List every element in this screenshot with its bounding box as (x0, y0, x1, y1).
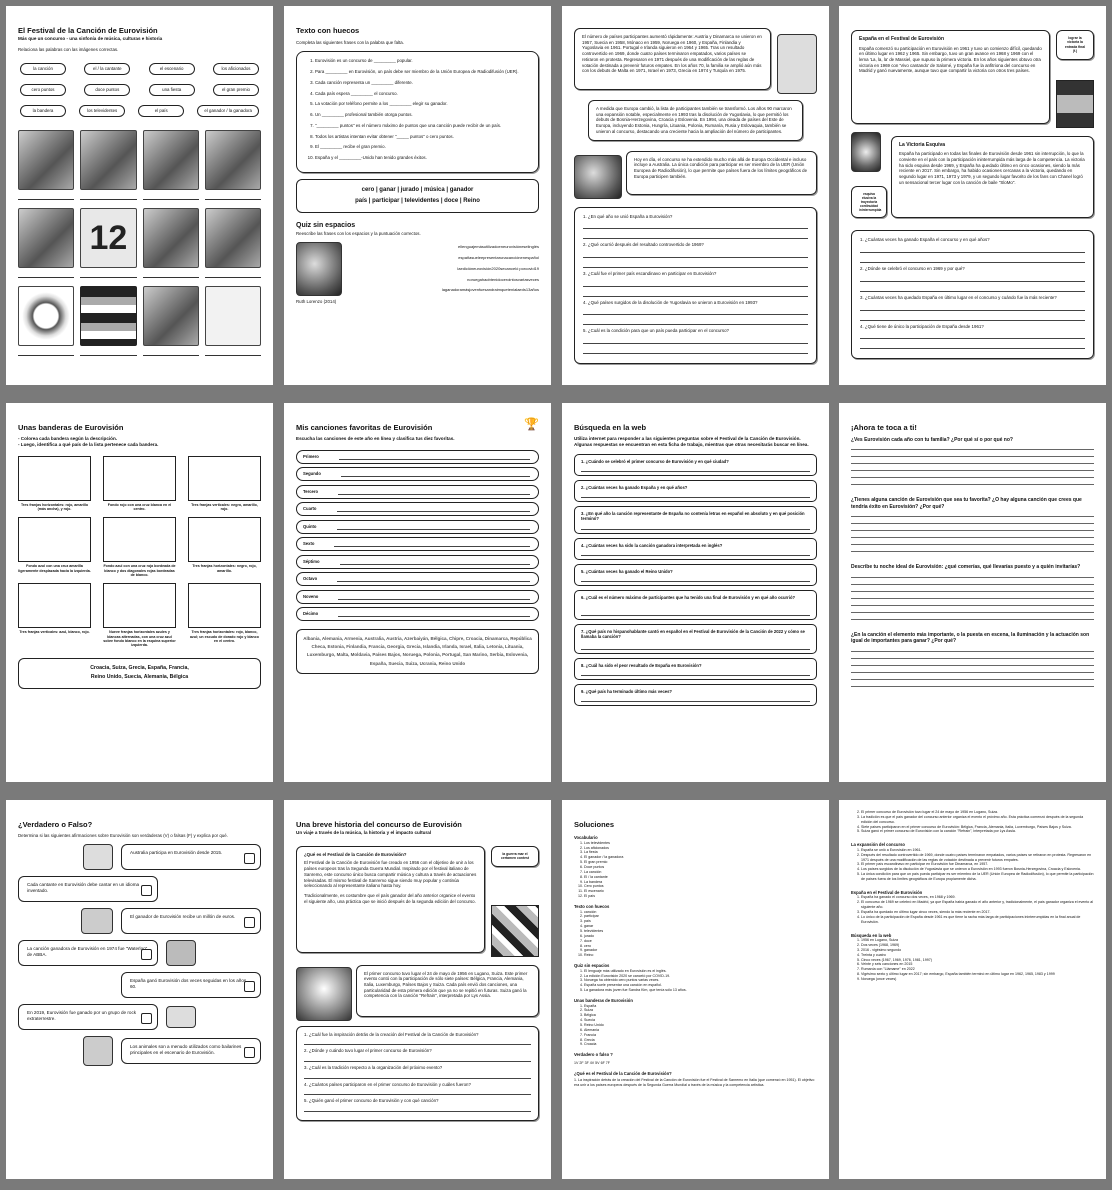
answer-line[interactable] (583, 232, 808, 239)
solution-item: 6. Veinte y seis canciones en 2015 (861, 962, 1094, 967)
sentence-item: 2. Para _________ en Eurovisión, un país debe ser miembro de la Unión Europea de Radiodifusión (UER). (315, 69, 532, 75)
instruction: - Colorea cada bandera según la descripción. (18, 435, 118, 441)
solution-item: 3. España ha quedado en último lugar cinco veces, siendo la más reciente en 2017. (861, 910, 1094, 915)
word-pill: el escenario (149, 63, 195, 75)
question: 3. ¿Cuál fue el primer país escandinavo en participar en Eurovisión? (583, 271, 717, 277)
answer-line[interactable] (583, 280, 808, 287)
solution-item: 8. El / la cantante (584, 875, 817, 880)
questions-box (574, 207, 817, 365)
sentences-box (296, 51, 539, 172)
solution-item: 1V 2F 3F 4V 5V 6F 7F (574, 1060, 610, 1065)
instruction: Reescribe las frases con los espacios y la puntuación correctos. (296, 230, 421, 236)
answer-checkbox[interactable] (244, 917, 255, 928)
word-bank-line: país | participar | televidentes | doce | Reino (355, 198, 480, 205)
answer-area[interactable] (851, 571, 1094, 620)
text-box: Hoy en día, el concurso se ha extendido mucho más allá de Europa Occidental e incluso incluye a Australia. La única condición para participar es ser miembro de la UER (Unión Europea de Radiodifusión), lo que permite que países fuera de los límites geográficos de Europa participen también. (626, 151, 817, 195)
answer-line[interactable] (583, 222, 808, 229)
solution-item: 1. Los televidentes (584, 841, 817, 846)
drums-illustration (166, 1006, 196, 1028)
question-box[interactable]: 7. ¿Qué país no hispanohablante cantó en español en el Festival de Eurovisión de la Canción de 2022 y cómo se llamaba la canción? (574, 624, 817, 654)
page-fill-in-gaps (284, 6, 551, 385)
solution-item: 1. 1956 en Lugano, Suiza (861, 938, 1094, 943)
ship-illustration (166, 940, 196, 966)
flag-coloring-box[interactable] (103, 517, 176, 562)
section-heading: Texto con huecos (574, 903, 610, 909)
answer-line[interactable] (860, 285, 1085, 292)
sentence-item: 4. Cada país espera _________ el concurso. (315, 91, 532, 97)
question: 2. ¿Dónde se celebró el concurso en 1969 y por qué? (860, 266, 965, 272)
page-title: Una breve historia del concurso de Eurovisión (296, 820, 462, 829)
page-expansion (562, 6, 829, 385)
paragraph: El Festival de la Canción de Eurovisión fue creado en 1956 con el objetivo de unir a los países europeos tras la Segunda Guerra Mundial. Inspirado por el festival italiano de Sanremo, este concurso único busca compartir música y cultura a través de actuaciones televisadas. El mismo festival de Sanremo sigue siendo muy popular y continúa seleccionando al representante italiano hasta hoy. (304, 860, 477, 889)
word-pill: cero puntos (20, 84, 66, 96)
solution-item: 1. España ha ganado el concurso dos veces, en 1968 y 1969. (861, 895, 1094, 900)
flag-coloring-box[interactable] (103, 583, 176, 628)
sentence-item: 8. Todos los artistas intentan evitar obtener "_____ puntos" o cero puntos. (315, 134, 532, 140)
word-pill: la canción (20, 63, 66, 75)
answer-line (80, 268, 136, 278)
page-title: Soluciones (574, 820, 615, 829)
answer-line (205, 190, 261, 200)
solution-item: 6. Doce puntos (584, 865, 817, 870)
solution-item: 2. Los aficionados (584, 846, 817, 851)
solution-item: 5. La única condición para que un país pueda participar es ser miembro de la UER (Unión Europea de Radiodifusión), lo que permite la participación de países fuera de los límites geográficos de Europa propiamente dicha. (861, 872, 1094, 882)
text-box: El primer concurso tuvo lugar el 24 de mayo de 1956 en Lugano, Suiza. Este primer evento contó con la participación de sólo siete países: Bélgica, Francia, Alemania, Italia, Luxemburgo, Países Bajos y Suiza. Cada país envió dos canciones, una particularidad de esta primera edición que ya no se repitió en futuras. Suiza ganó la competencia con la canción "Refrain", interpretada por Lys Assia. (356, 965, 539, 1017)
flag-coloring-box[interactable] (103, 456, 176, 501)
question: 5. ¿Quién ganó el primer concurso de Eurovisión y con qué canción? (304, 1098, 439, 1104)
paragraph: España comenzó su participación en Eurovisión en 1961 y tuvo un comienzo difícil, quedando en último lugar en 1962 y 1965. Sin embargo, tuvo un gran avance en 1968 y 1969 con el lema 'La, la, la' de Massiel, que supuso la primera victoria. En los años siguientes obtuvo otra victoria en 1969 con 'Vivo cantando' de Salomé, y España fue la anfitriona del concurso en Madrid y ganó nuevamente, aunque tuvo que compartir la victoria con otros tres países. (859, 45, 1042, 74)
section-heading: Quiz sin espacios (574, 963, 610, 969)
box-title: La Victoria Esquiva (899, 141, 946, 148)
answer-line (18, 346, 74, 356)
answer-line[interactable] (583, 337, 808, 344)
solution-item: 4. Treinta y cuatro (861, 953, 1094, 958)
question: 1. ¿Cuál fue la inspiración detrás de la creación del Festival de la Canción de Eurovisión? (304, 1031, 479, 1037)
questions-box (851, 230, 1094, 359)
solution-item: 5. Cinco veces (1967, 1969, 1976, 1981, 1997) (861, 958, 1094, 963)
instruction: Utiliza internet para responder a las siguientes preguntas sobre el Festival de la Canción de Eurovisión. Algunas respuestas se encuentran en esta ficha de trabajo, mientras que otras necesitarás buscar en línea. (574, 435, 809, 447)
solution-item: 1. La inspiración detrás de la creación del Festival de la Canción de Eurovisión fue el Festival de Sanremo en Italia (que comenzó en 1951). El objetivo era unir a los países europeos después de la Segunda Guerra Mundial a través de la música y la competencia artística. (574, 1078, 815, 1088)
word-pill: los televidentes (79, 105, 125, 117)
country-list-line: Croacia, Suiza, Grecia, España, Francia, (90, 664, 189, 671)
ranking-row[interactable]: Sexto (296, 537, 539, 551)
page-title: Mis canciones favoritas de Eurovisión (296, 423, 433, 432)
answer-checkbox[interactable] (141, 1013, 152, 1024)
box-title: España en el Festival de Eurovisión (859, 36, 945, 42)
word-bank-line: cero | ganar | jurado | música | ganador (361, 186, 474, 193)
paragraph: España ha participado en todas las finales de Eurovisión desde 1961 sin interrupción, lo que la convierte en el país con la participación ininterrumpida más larga de la competencia. La victoria ha sido esquiva desde 1969, y España ha quedado último en cinco ocasiones, siendo la más reciente en 2017. Sin embargo, ha habido ocasiones cercanas a la victoria, quedando en segundo lugar en 1971, 1973 y 1979, y un segundo lugar favorito de los fans con Chanel logró un sensacional tercer lugar con la canción de baile "SloMo". (899, 151, 1085, 185)
solution-item: 5. Suiza ganó el primer concurso de Eurovisión con la canción "Refrain", interpretada por Lys Assia. (861, 829, 1094, 834)
flag-description: Tres franjas verticales: azul, blanco, rojo. (19, 630, 90, 635)
answer-area[interactable] (851, 443, 1094, 485)
solution-item: 10. Reino (584, 953, 817, 958)
solution-item: 8. Grecia (584, 1038, 817, 1043)
solution-item: 7. Rumanía con "Llámame" en 2022 (861, 967, 1094, 972)
answer-line[interactable] (860, 314, 1085, 321)
answer-line (18, 190, 74, 200)
solution-item: 6. jurado (584, 934, 817, 939)
section-title: Quiz sin espacios (296, 222, 356, 230)
solution-item: 1. canción (584, 910, 817, 915)
answer-line (143, 190, 199, 200)
money-bag-illustration (81, 908, 113, 934)
solution-item: 3. país (584, 919, 817, 924)
solution-item: 9. Noruega (once veces) (861, 977, 1094, 982)
trophy-illustration (18, 208, 74, 268)
question: 1. ¿Cuántas veces ha ganado España el concurso y en qué años? (860, 237, 990, 243)
answer-line[interactable] (860, 342, 1085, 349)
answer-line[interactable] (860, 275, 1085, 282)
instruction: Escucha las canciones de este año en línea y clasifica tus diez favoritas. (296, 435, 455, 441)
solution-item: 12. El país (584, 894, 817, 899)
animal-dancer-illustration (83, 1036, 113, 1066)
solution-item: 1. España (584, 1004, 817, 1009)
audience-illustration (143, 130, 199, 190)
questions-box (296, 1026, 539, 1122)
answer-line[interactable] (583, 308, 808, 315)
answer-line[interactable] (304, 1088, 531, 1095)
stage-illustration (143, 208, 199, 268)
page-title: Texto con huecos (296, 26, 360, 35)
solution-item: 3. La tradición es que el país ganador del concurso anterior organiza el evento el próximo año. Esta práctica comenzó después de la segunda edición del concurso. (861, 815, 1094, 825)
instruction: Determina si las siguientes afirmaciones sobre Eurovisión son verdaderas (V) o falsas (F) y explica por qué. (18, 832, 228, 838)
solution-item: 2. Después del resultado controvertido de 1969, donde cuatro países terminaron empatados, varios países se retiraron en protesta. Regresaron en 1971 después de una modificación de las reglas de votación destinada a prevenir futuros empates. (861, 853, 1094, 863)
statement-box[interactable]: Cada cantante en Eurovisión debe cantar en un idioma inventado. (18, 876, 158, 902)
solution-item: 1. El lenguaje más utilizado en Eurovisión es el inglés. (584, 969, 817, 974)
solution-item: 4. España suele presentar una canción en español. (584, 983, 817, 988)
country-list-line: Reino Unido, Suecia, Alemania, Bélgica (90, 674, 189, 681)
solution-item: 9. La bandera (584, 880, 817, 885)
question: ¿Tienes alguna canción de Eurovisión que sea tu favorita? ¿O hay alguna canción que crees que tendría éxito en Eurovisión? ¿Por qué? (851, 497, 1082, 510)
answer-checkbox[interactable] (141, 949, 152, 960)
photo-caption: Ruth Lorenzo (2014) (296, 299, 337, 305)
question-box[interactable]: 2. ¿Cuántas veces ha ganado España y en qué años? (574, 480, 817, 502)
vocab-tag: lograr la victoria la entrada final (f.) (1056, 30, 1094, 60)
word-pill: el país (138, 105, 184, 117)
section-heading: Unas banderas de Eurovisión (574, 997, 633, 1003)
word-pill: el / la cantante (84, 63, 130, 75)
solution-item: 4. El ganador / la ganadora (584, 855, 817, 860)
question: 2. ¿Dónde y cuándo tuvo lugar el primer concurso de Eurovisión? (304, 1048, 432, 1054)
solution-item: 7. doce (584, 939, 817, 944)
answer-line[interactable] (304, 1055, 531, 1062)
page-title: ¡Ahora te toca a ti! (851, 423, 917, 432)
sentence-item: 1. Eurovisión es un concurso de _________ popular. (315, 58, 532, 64)
ranking-row[interactable]: Cuarto (296, 502, 539, 516)
dancer-illustration (777, 34, 817, 94)
question: 4. ¿Qué países surgidos de la disolución de Yugoslavia se unieron a Eurovisión en 1993? (583, 299, 758, 305)
solution-item: 8. Vigésimo sexto y último lugar en 2017; sin embargo, España también terminó en último lugar en 1962, 1965, 1983 y 1999 (861, 972, 1094, 977)
solution-item: 2. Dos veces (1968, 1969) (861, 943, 1094, 948)
answer-line (205, 268, 261, 278)
spain-map-illustration (205, 286, 261, 346)
quiz-line: españasueleepresentarunacanciónenespañol (458, 255, 539, 261)
page-title: Búsqueda en la web (574, 423, 647, 432)
sentence-item: 6. Un _________ profesional también otorga puntos. (315, 112, 532, 118)
text-box: A medida que Europa cambió, la lista de participantes también se transformó. Los años 90 marcaron una expansión notable, especialmente en 1993 tras la disolución de Yugoslavia, lo que permitió los debuts de Bosnia-Herzegovina, Croacia y Eslovenia. En 1994, una oleada de países del Este de Europa, incluyendo Estonia, Hungría, Lituania, Polonia, Rumanía, Rusia y Eslovaquia, también se unieron al concurso, destacando una creciente hacia la ampliación del número de participantes. (588, 100, 803, 141)
answer-line[interactable] (304, 1038, 531, 1045)
quiz-line: ellenguajemásutilizadoeneurovisióneselinglés (458, 244, 539, 250)
sentence-item: 9. El _________ recibe el gran premio. (315, 144, 532, 150)
ranking-row[interactable]: Tercero (296, 485, 539, 499)
page-your-turn (839, 403, 1106, 782)
answer-checkbox[interactable] (244, 853, 255, 864)
flag-description: Fondo azul con una cruz roja bordeada de blanco y dos diagonales rojas bordeadas de blanco. (103, 564, 176, 577)
question: 4. ¿Qué tiene de único la participación de España desde 1961? (860, 323, 984, 329)
word-pill: el gran premio (213, 84, 259, 96)
word-pill: los aficionados (213, 63, 259, 75)
ranking-row[interactable]: Segundo (296, 467, 539, 481)
microphone-illustration (851, 132, 881, 172)
solution-item: 3. La fiesta (584, 850, 817, 855)
page-solutions (562, 800, 829, 1179)
flag-description: Tres franjas horizontales: rojo, amarillo (más ancha), y rojo. (20, 502, 89, 511)
solution-item: 5. Reino Unido (584, 1023, 817, 1028)
solution-item: 1. España se unió a Eurovisión en 1961. (861, 848, 1094, 853)
answer-area[interactable] (851, 510, 1094, 552)
solution-item: 2. La edición Eurovisión 2020 se canceló por COVID-19. (584, 974, 817, 979)
quiz-line: laganadoramásjovenfuesandraimquetenialaeds13años (441, 287, 539, 293)
flag-illustration (80, 286, 136, 346)
answer-line (143, 268, 199, 278)
page-web-search (562, 403, 829, 782)
question: 5. ¿Cuál es la condición para que un país pueda participar en el concurso? (583, 328, 729, 334)
flag-coloring-box[interactable] (188, 583, 261, 628)
answer-line (205, 346, 261, 356)
zero-icon (18, 286, 74, 346)
solution-item: 4. ganar (584, 924, 817, 929)
solution-item: 7. Francia (584, 1033, 817, 1038)
statement-box[interactable]: El ganador de Eurovisión recibe un millón de euros. (121, 908, 261, 934)
page-title: El Festival de la Canción de Eurovisión (18, 26, 158, 35)
flag-coloring-box[interactable] (18, 583, 91, 628)
ranking-row[interactable]: Quinto (296, 520, 539, 534)
instruction: - Luego, identifica a qué país de la lista pertenece cada bandera. (18, 441, 159, 447)
answer-area[interactable] (851, 645, 1094, 687)
quiz-line: noruegahaobtenidocerointosvariasveces (467, 276, 539, 282)
word-bank (296, 179, 539, 214)
question-box[interactable]: 1. ¿Cuándo se celebró el primer concurso de Eurovisión y en qué ciudad? (574, 454, 817, 476)
instruction: Relaciona las palabras con las imágenes correctas. (18, 46, 119, 52)
solution-item: 9. ganador (584, 948, 817, 953)
page-spain-eurovision (839, 6, 1106, 385)
section-heading: La expansión del concurso (851, 842, 905, 848)
solution-item: 4. Lo único de la participación de España desde 1961 es que tiene la racha más larga de participaciones ininterrumpidas en la final anual de Eurovisión. (861, 915, 1094, 925)
page-subtitle: Un viaje a través de la música, la historia y el impacto cultural (296, 829, 432, 835)
solution-item: 3. 2016 - vigésimo segundo (861, 948, 1094, 953)
page-solutions-continued (839, 800, 1106, 1179)
page-favourite-songs (284, 403, 551, 782)
flag-description: Tres franjas horizontales: rojo, blanco, azul; un escudo de dorado rojo y blanco en el centro. (190, 630, 259, 643)
section-heading: Verdadero o falso ? (574, 1052, 613, 1058)
quiz-line: laedicióneurovisión2020secanceló porcovid19 (457, 265, 539, 271)
ranking-row[interactable]: Noveno (296, 590, 539, 604)
paragraph: Tradicionalmente, es costumbre que el país ganador del año anterior organice el evento el siguiente año, una práctica que se inició después de la segunda edición del concurso. (304, 893, 476, 904)
solution-item: 5. La ganadora más joven fue Sandra Kim, que tenía sólo 13 años. (584, 988, 817, 993)
solution-item: 2. El concurso de 1969 se celebró en Madrid, ya que España había ganado el año anterior y, tradicionalmente, el país ganador organiza el evento al siguiente año. (861, 900, 1094, 910)
singer-illustration (205, 208, 261, 268)
koala-illustration (83, 844, 113, 870)
solution-item: 11. El escenario (584, 889, 817, 894)
retro-singer-illustration (296, 967, 352, 1021)
solution-item: 10. Cero puntos (584, 884, 817, 889)
statement-box[interactable]: España ganó Eurovisión dos veces seguidas en los años 60. (121, 972, 261, 998)
sentence-item: 10. España y el _________-Unido han tenido grandes éxitos. (315, 155, 532, 161)
camera-illustration (574, 155, 622, 199)
question: 4. ¿Cuántos países participaron en el primer concurso de Eurovisión y cuáles fueron? (304, 1081, 471, 1087)
answer-line[interactable] (583, 261, 808, 268)
answer-line[interactable] (860, 246, 1085, 253)
flag-description: Fondo rojo con una cruz blanca en el centro. (107, 502, 172, 511)
page-vocabulary-matching (6, 6, 273, 385)
solution-item: 8. cero (584, 944, 817, 949)
answer-line[interactable] (860, 256, 1085, 263)
solution-item: 2. Suiza (584, 1008, 817, 1013)
word-pill: la bandera (20, 105, 66, 117)
answer-checkbox[interactable] (244, 981, 255, 992)
question: Describe tu noche ideal de Eurovisión: ¿qué comerías, qué llevarías puesto y a quién invitarías? (851, 564, 1081, 571)
flag-coloring-box[interactable] (188, 456, 261, 501)
question-box[interactable]: 5. ¿Cuántas veces ha ganado el Reino Unido? (574, 564, 817, 586)
ranking-row[interactable]: Octavo (296, 572, 539, 586)
singer-portrait (296, 242, 342, 296)
solution-item: 4. Los países surgidos de la disolución de Yugoslavia que se unieron a Eurovisión en 1993 fueron Bosnia-Herzegovina, Croacia y Eslovenia. (861, 867, 1094, 872)
sentence-item: 7. "_________ puntos" es el número máximo de puntos que una canción puede recibir de un país. (315, 123, 532, 129)
question: 3. ¿Cuántas veces ha quedado España en último lugar en el concurso y cuándo fue la más reciente? (860, 294, 1057, 300)
solution-item: 7. La canción (584, 870, 817, 875)
question: ¿Ves Eurovisión cada año con tu familia? ¿Por qué sí o por qué no? (851, 436, 1013, 443)
section-heading: Vocabulario (574, 835, 598, 841)
solution-item: 5. El gran premio (584, 860, 817, 865)
question-box[interactable]: 4. ¿Cuántas veces ha sido la canción ganadora interpretada en inglés? (574, 538, 817, 560)
country-list-box (18, 658, 261, 690)
word-pill: una fiesta (149, 84, 195, 96)
answer-line (80, 190, 136, 200)
concert-illustration (143, 286, 199, 346)
solution-item: 3. Noruega ha obtenido cero puntos varias veces. (584, 978, 817, 983)
page-subtitle: Más que un concurso - una sinfonía de música, culturas e historia (18, 35, 163, 41)
flag-description: Fondo azul con una cruz amarilla ligeramente desplazada hacia la izquierda. (18, 564, 91, 573)
crowd-illustration (18, 130, 74, 190)
tv-viewers-illustration (205, 130, 261, 190)
answer-line[interactable] (583, 347, 808, 354)
answer-line[interactable] (583, 318, 808, 325)
answer-line (18, 268, 74, 278)
page-true-false (6, 800, 273, 1179)
vocab-tag: la guerra mar el certamen contest (491, 846, 539, 867)
answer-line[interactable] (583, 251, 808, 258)
answer-line (143, 346, 199, 356)
answer-checkbox[interactable] (244, 1047, 255, 1058)
answer-line[interactable] (860, 332, 1085, 339)
party-illustration (80, 130, 136, 190)
twelve-icon: 12 (80, 208, 136, 268)
page-flags (6, 403, 273, 782)
statement-box[interactable]: Los animales son a menudo utilizados como bailarines principales en el escenario de Eurovisión. (121, 1038, 261, 1064)
flag-description: Tres franjas verticales: negro, amarillo, rojo. (191, 502, 258, 511)
box-title: ¿Qué es el Festival de la Canción de Eurovisión? (304, 851, 407, 857)
flag-description: Nueve franjas horizontales azules y blancas alternadas, con una cruz azul sobre fondo blanco en la esquina superior izquierda. (103, 630, 176, 648)
ranking-row[interactable]: Séptimo (296, 555, 539, 569)
word-pill: el ganador / la ganadora (197, 105, 259, 117)
trophy-icon: 🏆 (524, 417, 539, 432)
answer-line[interactable] (583, 290, 808, 297)
solution-item: 6. Alemania (584, 1028, 817, 1033)
solution-item: 4. Suecia (584, 1018, 817, 1023)
answer-line[interactable] (860, 304, 1085, 311)
question: 1. ¿En qué año se unió España a Eurovisión? (583, 213, 673, 219)
vocab-tag: esquiva elusiva la trayectoria continuidad ininterrumpida (851, 186, 887, 219)
flag-illustration (491, 905, 539, 957)
section-heading: España en el Festival de Eurovisión (851, 889, 923, 895)
solution-item: 9. Croacia (584, 1042, 817, 1047)
page-title: Unas banderas de Eurovisión (18, 423, 124, 432)
statement-box[interactable]: La canción ganadora de Eurovisión en 1974 fue "Waterloo" de ABBA. (18, 940, 158, 966)
statement-box[interactable]: En 2019, Eurovisión fue ganado por un grupo de rock extraterrestre. (18, 1004, 158, 1030)
text-box: El número de países participantes aumentó rápidamente: Austria y Dinamarca se unieron en 1957, Suecia en 1958, Mónaco en 1959, Noruega en 1960, y España, Finlandia y Yugoslavia en 1961. Portugal e Irlanda siguieron en 1964 y 1965. Tras un resultado controvertido en 1969, donde cuatro países terminaron empatados, varios países se retiraron en protesta. Regresaron en 1971 después de una modificación de las reglas de votación destinada a prevenir futuros empates. En los años 70, la familia se amplió aún más con los debuts de Malta en 1971, Israel en 1973, Grecia en 1974 y Turquía en 1975. (574, 28, 771, 90)
instruction: Completa las siguientes frases con la palabra que falta. (296, 39, 404, 45)
sentence-item: 3. Cada canción representa un _________ diferente. (315, 80, 532, 86)
solution-item: 2. participar (584, 914, 817, 919)
section-heading: Búsqueda en la web (851, 932, 892, 938)
question: 3. ¿Cuál es la tradición respecto a la organización del próximo evento? (304, 1065, 443, 1070)
answer-line[interactable] (304, 1105, 531, 1112)
statement-box[interactable]: Australia participa en Eurovisión desde 2015. (121, 844, 261, 870)
page-history (284, 800, 551, 1179)
page-title: ¿Verdadero o Falso? (18, 820, 93, 829)
flag-coloring-box[interactable] (18, 456, 91, 501)
flag-description: Tres franjas horizontales: negro, rojo, amarillo. (192, 564, 257, 573)
country-list-box: Albania, Alemania, Armenia, Australia, Austria, Azerbaiyán, Bélgica, Chipre, Croacia, Dinamarca, República Checa, Estonia, Finlandia, Francia, Georgia, Grecia, Islandia, Irlanda, Israel, Italia, Letonia, Lituania, Luxemburgo, Malta, Moldavia, Países Bajos, Noruega, Polonia, Portugal, San Marino, Serbia, Eslovenia, España, Suecia, Suiza, Ucrania, Reino Unido (296, 629, 539, 673)
question-box[interactable]: 8. ¿Cuál ha sido el peor resultado de España en Eurovisión? (574, 658, 817, 680)
flag-coloring-box[interactable] (18, 517, 91, 562)
ranking-row[interactable]: Primero (296, 450, 539, 464)
solution-item: 4. Siete países participaron en el primer concurso de Eurovisión: Bélgica, Francia, Alemania, Italia, Luxemburgo, Países Bajos y Suiza. (861, 825, 1094, 830)
question-box[interactable]: 6. ¿Cuál es el número máximo de participantes que ha tenido una final de Eurovisión y en qué año ocurrió? (574, 590, 817, 620)
word-pill: doce puntos (84, 84, 130, 96)
flag-coloring-box[interactable] (188, 517, 261, 562)
question-box[interactable]: 3. ¿En qué año la canción representante de España no contenía letras en español en absoluto y en qué posición terminó? (574, 506, 817, 534)
solution-item: 3. Bélgica (584, 1013, 817, 1018)
sentence-item: 5. La votación por teléfono permite a los _________ elegir su ganador. (315, 101, 532, 107)
solution-item: 3. El primer país escandinavo en participar en Eurovisión fue Dinamarca, en 1957. (861, 862, 1094, 867)
ranking-row[interactable]: Décimo (296, 607, 539, 621)
answer-checkbox[interactable] (141, 885, 152, 896)
solution-item: 2. El primer concurso de Eurovisión tuvo lugar el 24 de mayo de 1956 en Lugano, Suiza. (861, 810, 1094, 815)
question-box[interactable]: 9. ¿Qué país ha terminado último más veces? (574, 684, 817, 706)
section-heading: ¿Qué es el Festival de la Canción de Eurovisión? (574, 1070, 672, 1076)
answer-line[interactable] (304, 1072, 531, 1079)
spain-flag-illustration (1056, 80, 1094, 128)
answer-line (80, 346, 136, 356)
question: ¿En la canción el elemento más importante, o la puesta en escena, la iluminación y la actuación son igual de importantes para ganar? ¿Por qué? (851, 631, 1090, 645)
solution-item: 5. televidentes (584, 929, 817, 934)
question: 2. ¿Qué ocurrió después del resultado controvertido de 1969? (583, 242, 704, 248)
